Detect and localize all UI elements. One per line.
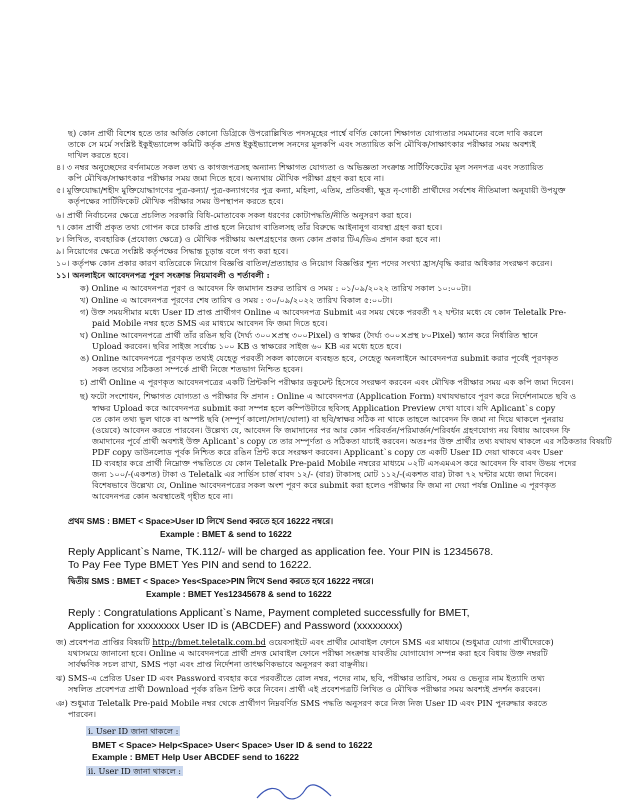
reply2-line2: Application for xxxxxxxx User ID is (ABCDEF) and Password (xxxxxxxx) — [68, 620, 403, 632]
jha-line2: যথাসময়ে জানানো হবে। Online এ আবেদনপত্রে প্রার্থী প্রদত্ত মোবাইল ফোনে পরীক্ষা সংক্রান্ত যাবতীয় যোগাযোগ সম্পন্ন করা হবে বিধায় উক্ত নম্বরটি — [68, 648, 548, 658]
jha2-line2: সম্বলিত প্রবেশপত্র প্রার্থী Download পূর্বক রঙিন প্রিন্ট করে নিবেন। প্রার্থী এই প্রবেশপত্রটি লিখিত ও মৌখিক পরীক্ষার সময় অবশ্যই প্রদর্শন করবেন। — [68, 684, 541, 694]
notice-line-17: paid Mobile নম্বর হতে SMS এর মাধ্যমে আবেদন ফি জমা দিতে হবে। — [92, 318, 328, 328]
nya-line2: পারবেন। — [68, 709, 97, 719]
notice-line-31: বিশেষভাবে উল্লেখ্য যে, Online আবেদনপত্রের সকল অংশ পূরণ করে submit করা হলেও পরীক্ষার ফি জমা না দেয়া পর্যন্ত Online এ পূরণকৃত — [92, 480, 556, 490]
notice-line-25: তে কোন তথ্য ভুল থাকে বা অস্পষ্ট ছবি (সম্পূর্ণ কালো/সাদা/ঘোলা) বা ছবি/স্বাক্ষর সঠিক না থাকে তাহলে আবেদন ফি জমা না দিয়ে থাকলে পুনরায় — [92, 414, 564, 424]
notice-line-23: ছ) ফটো সংশোধন, শিক্ষাগত যোগ্যতা ও পরীক্ষার ফি প্রদান : Online এ আবেদনপত্র (Application Form) যথাযথভাবে পূরণ করে নির্দেশনামতে ছবি ও — [80, 391, 577, 401]
reply2-line1: Reply : Congratulations Applicant`s Name, Payment completed successfully for BMET, — [68, 607, 470, 619]
sms2-label: দ্বিতীয় SMS : — [68, 576, 117, 586]
reply1-line2: To Pay Fee Type BMET Yes PIN and send to 16222. — [68, 559, 312, 571]
notice-line-18: ঘ) Online আবেদনপত্রে প্রার্থী তাঁর রঙিন ছবি (দৈর্ঘ্য ৩০০×প্রস্থ ৩০০Pixel) ও স্বাক্ষর (দৈর্ঘ্য ৩০০×প্রস্থ ৮০Pixel) স্ক্যান করে নির্ধারিত স্থানে — [80, 330, 538, 340]
notice-line-24: স্বাক্ষর Upload করে আবেদনপত্র submit করা সম্পন্ন হলে কম্পিউটারে ছবিসহ Application Preview দেখা যাবে। যদি Aplicant`s copy — [92, 403, 556, 413]
sms2-text: BMET < Space> Yes<Space>PIN লিখে Send করতে হবে 16222 নম্বরে। — [116, 576, 374, 586]
notice-line-27: জমাদানের পূর্বে প্রার্থী অবশ্যই উক্ত Aplicant`s copy তে তার সম্পূর্ণতা ও সঠিকতা যাচাই করবেন। অতঃপর উক্ত প্রার্থীর তথ্য যথাযথ থাকলে এর সঠিকতার বিষয়টি — [92, 436, 612, 446]
teletalk-link[interactable]: http://bmet.teletalk.com.bd — [152, 637, 266, 647]
notice-line-32: আবেদনপত্র কোন অবস্থাতেই গৃহীত হবে না। — [92, 491, 234, 501]
sms1-text: BMET < Space>User ID লিখে Send করতে হবে 16222 নম্বরে। — [112, 516, 334, 526]
recover-command: BMET < Space> Help<Space> User< Space> User ID & send to 16222 — [92, 740, 373, 750]
signature-mark — [255, 784, 335, 800]
notice-line-19: Upload করবেন। ছবির সাইজ সর্বোচ্চ ১০০ KB ও স্বাক্ষরের সাইজ ৬০ KB এর মধ্যে হতে হবে। — [92, 341, 402, 351]
notice-line-21: সকল তথ্যের সঠিকতা সম্পর্কে প্রার্থী নিজে শতভাগ নিশ্চিত হবেন। — [92, 364, 303, 374]
notice-line-14: ক) Online এ আবেদনপত্র পূরণ ও আবেদন ফি জমাদান শুরুর তারিখ ও সময় : ০১/০৯/২০২২ তারিখ সকাল ১০:০০টা। — [80, 283, 472, 293]
notice-line-30: জন্য ১০০/-(একশত) টাকা ও Teletalk এর সার্ভিস চার্জ বাবদ ১২/- (বার) টাকাসহ মোট ১১২/-(একশত বার) টাকা ৭২ ঘন্টার মধ্যে জমা দিবেন। — [92, 469, 557, 479]
notice-line-29: ID ব্যবহার করে প্রার্থী নিম্নোক্ত পদ্ধতিতে যে কোন Teletalk Pre-paid Mobile নম্বরের মাধ্যমে ০২টি এসএমএস করে আবেদন ফি বাবদ উভয় পদের — [92, 458, 577, 468]
recover-user-id-known-heading: i. User ID জানা থাকলে : — [88, 726, 179, 736]
notice-line-6: ৫। মুক্তিযোদ্ধা/শহীদ মুক্তিযোদ্ধাগণের পুত্র-কন্যা/ পুত্র-কন্যাগণের পুত্র কন্যা, মহিলা, এতিম, প্রতিবন্ধী, ক্ষুদ্র নৃ-গোষ্ঠী প্রার্থীদের সর্বশেষ নীতিমালা অনুযায়ী উপযুক্ত — [56, 185, 566, 195]
notice-line-3: দাখিল করতে হবে। — [68, 150, 129, 160]
sms1-command — [68, 516, 333, 526]
notice-line-28: PDF copy ডাউনলোড পূর্বক নিশ্চিত করে রঙিন প্রিন্ট করে সংরক্ষণ করবেন। Applicant`s copy তে একটি User ID দেয়া থাকবে এবং User — [92, 447, 563, 457]
nya-line1: ঞ) শুধুমাত্র Teletalk Pre-paid Mobile নম্বর থেকে প্রার্থীগণ নিম্নবর্ণিত SMS পদ্ধতি অনুসরণ করে নিজ নিজ User ID এবং PIN পুনরুদ্ধার করতে — [56, 698, 548, 708]
notice-line-5: কপি মৌখিক/সাক্ষাৎকার পরীক্ষার সময় জমা দিতে হবে। অন্যথায় মৌখিক পরীক্ষা গ্রহণ করা হবে না। — [68, 173, 384, 183]
sms1-label: প্রথম SMS : — [68, 516, 113, 526]
notice-line-7: কর্তৃপক্ষের সার্টিফিকেট মৌখিক পরীক্ষার সময় উপস্থাপন করতে হবে। — [68, 196, 284, 206]
notice-line-10: ৮। লিখিত, ব্যবহারিক (প্রযোজ্য ক্ষেত্রে) ও মৌখিক পরীক্ষায় অংশগ্রহণের জন্য কোন প্রকার টিএ/ডিএ প্রদান করা হবে না। — [56, 234, 441, 244]
jha-prefix: জ) প্রবেশপত্র প্রাপ্তির বিষয়টি — [56, 637, 153, 647]
jha-line3: সার্বক্ষণিক সচল রাখা, SMS পড়া এবং প্রাপ্ত নির্দেশনা তাৎক্ষণিকভাবে অনুসরণ করা বাঞ্ছনীয়। — [68, 659, 368, 669]
notice-line-9: ৭। কোন প্রার্থী প্রকৃত তথ্য গোপন করে চাকরি প্রাপ্ত হলে নিয়োগ বাতিলসহ তাঁর বিরুদ্ধে আইনানুগ ব্যবস্থা গ্রহণ করা হবে। — [56, 222, 443, 232]
recover-example: Example : BMET Help User ABCDEF send to 16222 — [92, 752, 299, 762]
notice-line-22: চ) প্রার্থী Online এ পূরণকৃত আবেদনপত্রের একটি প্রিন্টকপি পরীক্ষার ডকুমেন্ট হিসেবে সংরক্ষণ করবেন এবং মৌখিক পরীক্ষার সময় এক কপি জমা দিবেন। — [80, 377, 574, 387]
notice-line-8: ৬। প্রার্থী নির্বাচনের ক্ষেত্রে প্রচলিত সরকারি বিধি-মোতাবেক সকল ধরণের কোটাপদ্ধতি/নীতি অনুসরণ করা হবে। — [56, 210, 412, 220]
notice-line-15: খ) Online এ আবেদনপত্র পূরণের শেষ তারিখ ও সময় : ৩০/০৯/২০২২ তারিখ বিকাল ৫:০০টা। — [80, 295, 393, 305]
sms2-example: Example : BMET Yes12345678 & send to 16222 — [146, 589, 332, 599]
sms1-example: Example : BMET & send to 16222 — [160, 529, 292, 539]
notice-line-20: ঙ) Online আবেদনপত্রে পূরণকৃত তথ্যই যেহেতু পরবর্তী সকল কাজেনে ব্যবহৃত হবে, সেহেতু অনলাইনে আবেদনপত্র submit করার পূর্বেই পূরণকৃত — [80, 353, 559, 363]
recover-user-id-unknown-heading: ii. User ID জানা থাকলে : — [88, 766, 182, 776]
sms2-command — [68, 576, 373, 586]
notice-line-1: ছ) কোন প্রার্থী বিশেষ হতে তার অর্জিত কোনো ডিগ্রিকে উপরোল্লিখিত পদসমূহের পার্শ্বে বর্ণিত কোনো শিক্ষাগত যোগ্যতার সমমানের বলে দাবি করলে — [68, 128, 543, 138]
notice-line-26: (ওয়েবে) আবেদন করতে পারবেন। উল্লেখ্য যে, আবেদন ফি জমাদানের পর আর কোন পরিবর্তন/পরিমার্জন/পরিবর্ধন গ্রহণযোগ্য নয় বিধায় আবেদন ফি — [92, 425, 571, 435]
notice-line-2: তাকে সে মর্মে সংশ্লিষ্ট ইকুইভ্যালেন্স কমিটি কর্তৃক প্রদত্ত ইকুইভ্যালেন্স সনদের মূলকপি এবং সত্যায়িত কপি মৌখিক/সাক্ষাৎকার পরীক্ষার সময় অবশ্যই — [68, 139, 536, 149]
notice-line-12: ১০। কর্তৃপক্ষ কোন প্রকার কারণ ব্যতিরেকে নিয়োগ বিজ্ঞপ্তি বাতিল/প্রত্যাহার ও নিয়োগ বিজ্ঞপ্তির শূন্য পদের সংখ্যা হ্রাস/বৃদ্ধি করার অধিকার সংরক্ষণ করেন। — [56, 258, 553, 268]
jha-suffix: ওয়েবসাইটে এবং প্রার্থীর মোবাইল ফোনে SMS এর মাধ্যমে (শুধুমাত্র যোগ্য প্রার্থীদেরকে) — [265, 637, 554, 647]
notice-line-11: ৯। নিয়োগের ক্ষেত্রে সংশ্লিষ্ট কর্তৃপক্ষের সিদ্ধান্ত চূড়ান্ত বলে গণ্য করা হবে। — [56, 246, 289, 256]
jha2-line1: ঝ) SMS-এ প্রেরিত User ID এবং Password ব্যবহার করে পরবর্তীতে রোল নম্বর, পদের নাম, ছবি, পরীক্ষার তারিখ, সময় ও ভেন্যুর নাম ইত্যাদি তথ্য — [56, 673, 545, 683]
notice-line-4: ৪। ৩ নম্বর অনুচ্ছেদের বর্ণনামতে সকল তথ্য ও কাগজপত্রসহ অন্যান্য শিক্ষাগত যোগ্যতা ও অভিজ্ঞতা সংক্রান্ত সার্টিফিকেটের মূল সনদপত্র এবং সত্যায়িত — [56, 162, 544, 172]
notice-line-16: গ) উক্ত সময়সীমার মধ্যে User ID প্রাপ্ত প্রার্থীগণ Online এ আবেদনপত্র Submit এর সময় থেকে পরবর্তী ৭২ ঘন্টার মধ্যে যে কোন Teletalk Pre- — [80, 307, 567, 317]
jha-line1 — [56, 637, 554, 647]
reply1-line1: Reply Applicant`s Name, TK.112/- will be charged as application fee. Your PIN is 12345678. — [68, 546, 494, 558]
notice-line-13: ১১। অনলাইনে আবেদনপত্র পূরণ সংক্রান্ত নিয়মাবলী ও শর্তাবলী : — [56, 270, 270, 280]
